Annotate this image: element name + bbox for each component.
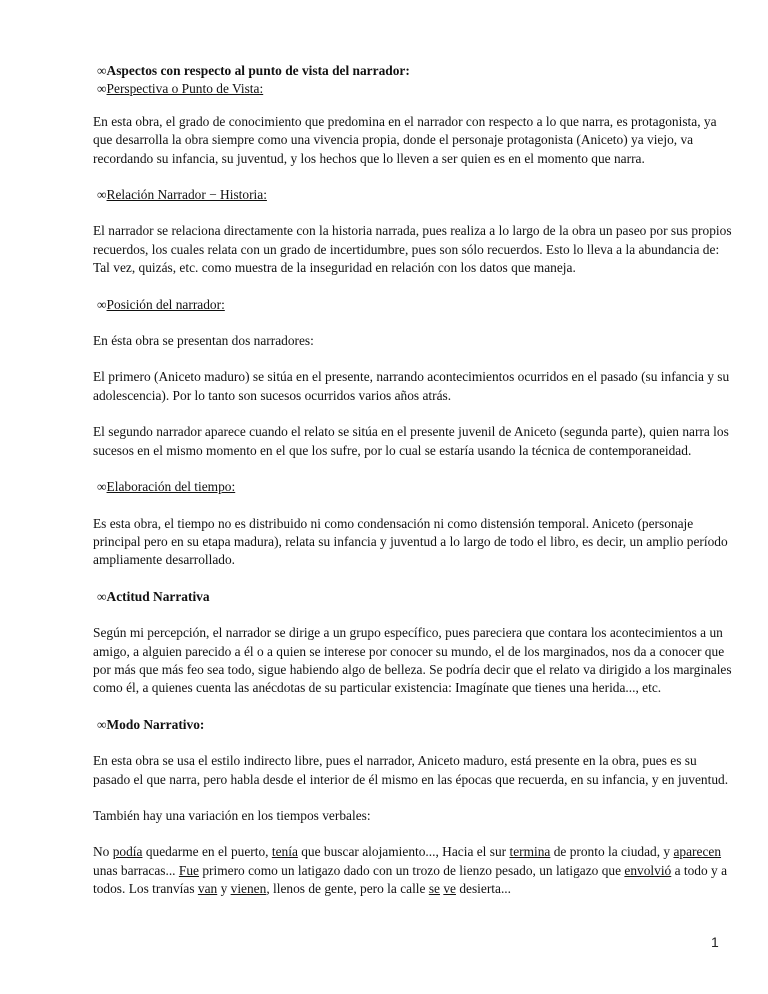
section-heading-actitud: ∞Actitud Narrativa xyxy=(97,588,210,604)
underlined-verb: aparecen xyxy=(673,844,722,860)
infinity-bullet-icon: ∞ xyxy=(97,187,107,203)
underlined-verb: van xyxy=(197,881,218,897)
title-block xyxy=(93,62,733,99)
infinity-bullet-icon: ∞ xyxy=(97,63,107,78)
paragraph: En ésta obra se presentan dos narradores: xyxy=(93,333,314,349)
underlined-verb: termina xyxy=(509,844,551,860)
underlined-verb: envolvió xyxy=(624,862,672,878)
section-heading-relacion: ∞Relación Narrador − Historia: xyxy=(97,187,267,203)
example-quote-paragraph: No podía quedarme en el puerto, tenía que buscar alojamiento..., Hacia el sur termina de pronto la ciudad, y aparecen unas barracas... Fue primero como un latigazo dado con un trozo de lienzo pesado, un latigazo que envolvió a todo y a todos. Los tranvías van y vienen, llenos de gente, pero la calle se ve desierta... xyxy=(93,844,728,897)
infinity-bullet-icon: ∞ xyxy=(97,81,107,97)
paragraph: El primero (Aniceto maduro) se sitúa en el presente, narrando acontecimientos ocurridos en el pasado (su infancia y su adolescencia). Por lo tanto son sucesos ocurridos varios años atrás. xyxy=(93,369,730,403)
paragraph: También hay una variación en los tiempos verbales: xyxy=(93,807,371,823)
page-number: 1 xyxy=(711,934,719,950)
infinity-bullet-icon: ∞ xyxy=(97,296,107,312)
paragraph: En esta obra se usa el estilo indirecto libre, pues el narrador, Aniceto maduro, está presente en la obra, pues es su pasado el que narra, pero habla desde el interior de él mismo en las épocas que recuerda, en su infancia, y en juventud. xyxy=(93,753,729,787)
section-heading-posicion: ∞Posición del narrador: xyxy=(97,296,225,312)
paragraph: El segundo narrador aparece cuando el relato se sitúa en el presente juvenil de Aniceto (segunda parte), quien narra los sucesos en el mismo momento en el que los sufre, por lo cual se estaría usando la técnica de contemporaneidad. xyxy=(93,424,729,458)
paragraph: El narrador se relaciona directamente con la historia narrada, pues realiza a lo largo de la obra un paseo por sus propios recuerdos, los cuales relata con un grado de incertidumbre, pues son sólo recuerdos. Esto lo lleva a la abundancia de: Tal vez, quizás, etc. como muestra de la inseguridad en relación con los datos que maneja. xyxy=(93,223,732,276)
paragraph: En esta obra, el grado de conocimiento que predomina en el narrador con respecto a lo que narra, es protagonista, ya que desarrolla la obra siempre como una vivencia propia, donde el personaje protagonista (Aniceto) ya viejo, va recordando su infancia, su juventud, y los hechos que lo lleven a ser quien es en el momento que narra. xyxy=(93,113,717,166)
paragraph: Según mi percepción, el narrador se dirige a un grupo específico, pues pareciera que contara los acontecimientos a un amigo, a alguien parecido a él o a quien se interese por conocer su mundo, el de los marginados, nos da a conocer que por más que más feo sea todo, sigue habiendo algo de belleza. Se podría decir que el relato va dirigido a los marginales como él, a quienes cuenta las anécdotas de su particular existencia: Imagínate que tienes una herida..., etc. xyxy=(93,625,732,696)
section-heading-tiempo: ∞Elaboración del tiempo: xyxy=(97,479,236,495)
underlined-verb: se xyxy=(428,881,440,897)
section-heading-perspectiva: ∞Perspectiva o Punto de Vista: xyxy=(97,81,264,97)
infinity-bullet-icon: ∞ xyxy=(97,588,107,604)
underlined-verb: vienen xyxy=(230,881,267,897)
underlined-verb: podía xyxy=(112,844,143,860)
infinity-bullet-icon: ∞ xyxy=(97,479,107,495)
underlined-verb: Fue xyxy=(178,862,199,878)
infinity-bullet-icon: ∞ xyxy=(97,716,107,732)
section-heading-modo: ∞Modo Narrativo: xyxy=(97,716,205,732)
underlined-verb: ve xyxy=(443,881,456,897)
document-body xyxy=(93,62,733,917)
paragraph: Es esta obra, el tiempo no es distribuido ni como condensación ni como distensión temporal. Aniceto (personaje principal pero en su etapa madura), relata su infancia y juventud a lo largo de todo el libro, es decir, un amplio período ampliamente desarrollado. xyxy=(93,515,728,568)
underlined-verb: tenía xyxy=(271,844,298,860)
title-heading: ∞Aspectos con respecto al punto de vista del narrador: xyxy=(97,63,410,78)
